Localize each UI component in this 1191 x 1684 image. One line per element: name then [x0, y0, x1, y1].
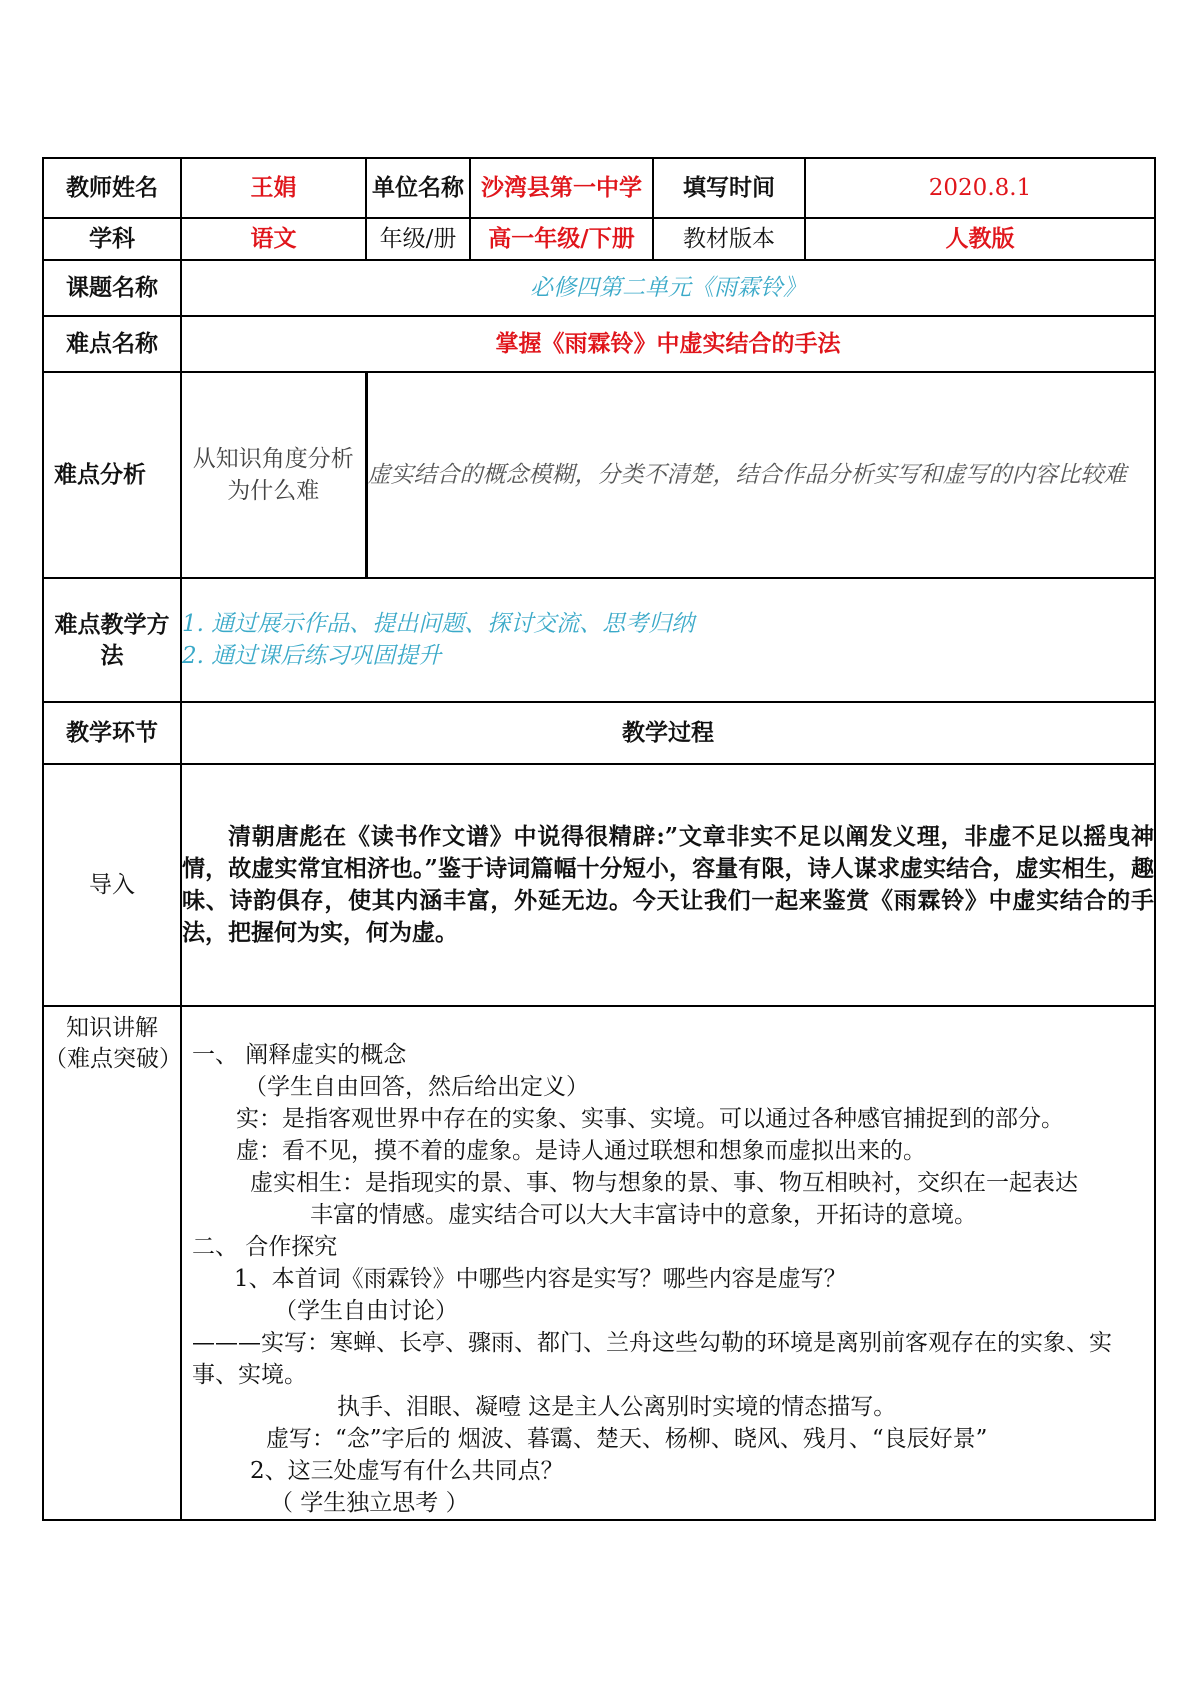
header-row-2 [43, 218, 1155, 260]
difficulty-row [43, 316, 1155, 372]
knowledge-line: 虚：看不见，摸不着的虚象。是诗人通过联想和想象而虚拟出来的。 [236, 1138, 926, 1164]
header-row-1 [43, 158, 1155, 218]
intro-cell [181, 764, 1155, 1006]
difficulty-label: 难点名称 [43, 316, 181, 372]
teacher-value: 王娟 [181, 158, 366, 218]
topic-row [43, 260, 1155, 316]
lesson-plan-table [42, 157, 1156, 1521]
intro-text: 清朝唐彪在《读书作文谱》中说得很精辟:”文章非实不足以阐发义理，非虚不足以摇曳神情，故虚实常宜相济也。”鉴于诗词篇幅十分短小，容量有限，诗人谋求虚实结合，虚实相生，趣味、诗韵俱存，使其内涵丰富，外延无边。今天让我们一起来鉴赏《雨霖铃》中虚实结合的手法，把握何为实，何为虚。 [182, 823, 1154, 946]
intro-label: 导入 [43, 764, 181, 1006]
knowledge-line: 虚实相生：是指现实的景、事、物与想象的景、事、物互相映衬，交织在一起表达 [250, 1170, 1078, 1196]
knowledge-line: （ 学生独立思考 ） [270, 1490, 469, 1516]
knowledge-content [181, 1006, 1155, 1520]
knowledge-line: ———实写：寒蝉、长亭、骤雨、都门、兰舟这些勾勒的环境是离别前客观存在的实象、实事、实境。 [192, 1330, 1112, 1388]
subject-label: 学科 [43, 218, 181, 260]
edition-value: 人教版 [805, 218, 1155, 260]
knowledge-line: 1、本首词《雨霖铃》中哪些内容是实写？哪些内容是虚写？ [234, 1266, 847, 1292]
analysis-sub-label: 从知识角度分析为什么难 [181, 372, 366, 578]
knowledge-line: 2、这三处虚写有什么共同点？ [250, 1458, 564, 1484]
knowledge-row [43, 1006, 1155, 1520]
section-heading-2: 二、 合作探究 [192, 1234, 338, 1260]
topic-label: 课题名称 [43, 260, 181, 316]
subject-value: 语文 [181, 218, 366, 260]
unit-label: 单位名称 [366, 158, 470, 218]
method-list [181, 578, 1155, 702]
edition-label: 教材版本 [653, 218, 805, 260]
process-stage-label: 教学环节 [43, 702, 181, 764]
analysis-label: 难点分析 [43, 372, 181, 578]
knowledge-line: （学生自由回答，然后给出定义） [244, 1074, 589, 1100]
grade-value: 高一年级/下册 [470, 218, 653, 260]
knowledge-line: 虚写：“念”字后的 烟波、暮霭、楚天、杨柳、晓风、残月、“良辰好景” [266, 1426, 988, 1452]
date-label: 填写时间 [653, 158, 805, 218]
knowledge-line: 执手、泪眼、凝噎 这是主人公离别时实境的情态描写。 [337, 1394, 897, 1420]
difficulty-value: 掌握《雨霖铃》中虚实结合的手法 [181, 316, 1155, 372]
knowledge-label: 知识讲解（难点突破） [43, 1006, 181, 1520]
intro-row [43, 764, 1155, 1006]
method-row [43, 578, 1155, 702]
method-item: 1. 通过展示作品、提出问题、探讨交流、思考归纳 [182, 611, 695, 637]
date-value: 2020.8.1 [805, 158, 1155, 218]
analysis-value: 虚实结合的概念模糊，分类不清楚，结合作品分析实写和虚写的内容比较难 [366, 372, 1155, 578]
grade-label: 年级/册 [366, 218, 470, 260]
teacher-label: 教师姓名 [43, 158, 181, 218]
process-header-row [43, 702, 1155, 764]
topic-value: 必修四第二单元《雨霖铃》 [181, 260, 1155, 316]
knowledge-line: （学生自由讨论） [274, 1298, 458, 1324]
knowledge-line: 实：是指客观世界中存在的实象、实事、实境。可以通过各种感官捕捉到的部分。 [236, 1106, 1064, 1132]
method-label: 难点教学方法 [43, 578, 181, 702]
unit-value: 沙湾县第一中学 [470, 158, 653, 218]
analysis-row [43, 372, 1155, 578]
knowledge-line: 丰富的情感。虚实结合可以大大丰富诗中的意象，开拓诗的意境。 [310, 1202, 977, 1228]
process-title: 教学过程 [181, 702, 1155, 764]
section-heading-1: 一、 阐释虚实的概念 [192, 1042, 407, 1068]
method-item: 2. 通过课后练习巩固提升 [182, 643, 442, 669]
